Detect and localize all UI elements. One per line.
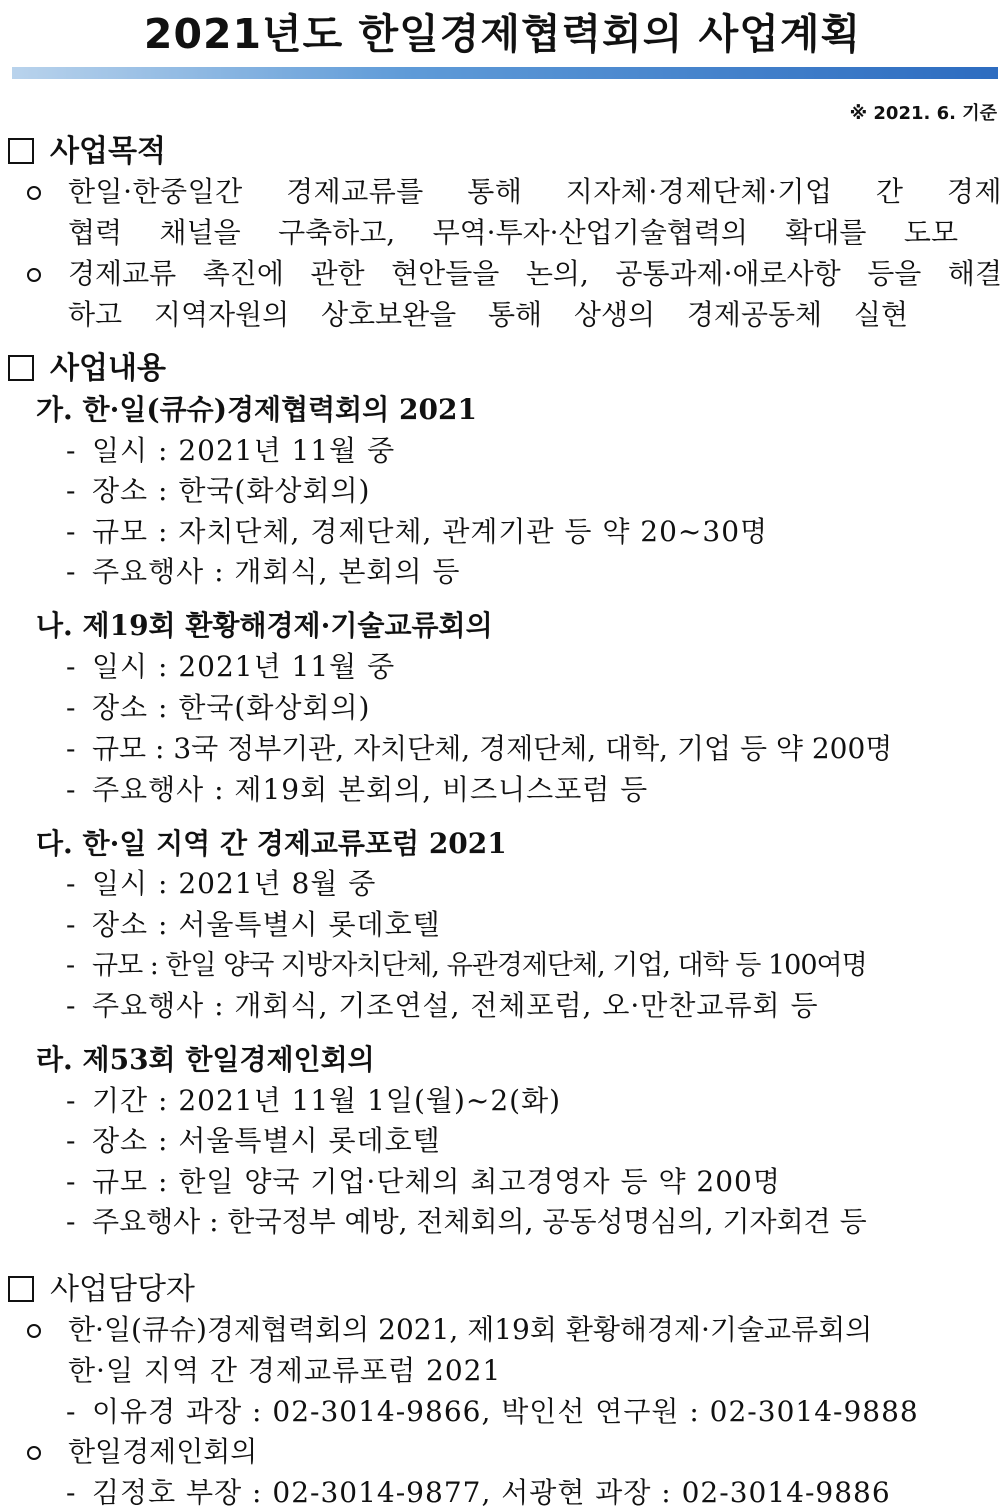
subsection-title: 다. 한·일 지역 간 경제교류포럼 2021 bbox=[36, 827, 507, 860]
list-item: - 주요행사 : 개회식, 본회의 등 bbox=[66, 555, 461, 588]
list-item: - 장소 : 한국(화상회의) bbox=[66, 691, 371, 724]
page-title: 2021년도 한일경제협력회의 사업계획 bbox=[143, 10, 862, 58]
purpose-bullet-1-line-2: 협력 채널을 구축하고, 무역·투자·산업기술협력의 확대를 도모 bbox=[68, 216, 958, 249]
content-heading-text: 사업내용 bbox=[50, 351, 166, 386]
contacts-heading-text: 사업담당자 bbox=[50, 1272, 195, 1307]
list-item: - 주요행사 : 한국정부 예방, 전체회의, 공동성명심의, 기자회견 등 bbox=[66, 1205, 867, 1238]
purpose-heading-text: 사업목적 bbox=[50, 134, 166, 169]
list-item: - 규모 : 한일 양국 기업·단체의 최고경영자 등 약 200명 bbox=[66, 1165, 781, 1198]
purpose-bullet-2-line-2: 하고 지역자원의 상호보완을 통해 상생의 경제공동체 실현 bbox=[68, 298, 908, 331]
bullet-circle-icon bbox=[24, 264, 44, 284]
list-item: - 주요행사 : 제19회 본회의, 비즈니스포럼 등 bbox=[66, 773, 649, 806]
bullet-circle-icon bbox=[24, 182, 44, 202]
title-underline-bar bbox=[12, 67, 998, 79]
list-item: - 규모 : 한일 양국 지방자치단체, 유관경제단체, 기업, 대학 등 100여명 bbox=[66, 950, 867, 981]
bullet-circle-icon bbox=[24, 1442, 44, 1462]
list-item: - 일시 : 2021년 11월 중 bbox=[66, 434, 396, 467]
contact-group-2-line-1: 한일경제인회의 bbox=[68, 1435, 258, 1468]
purpose-bullet-2-line-1: 경제교류 촉진에 관한 현안들을 논의, 공통과제·애로사항 등을 해결 bbox=[68, 257, 1002, 290]
section-heading-content bbox=[8, 349, 166, 389]
contact-person: - 김정호 부장 : 02-3014-9877, 서광현 과장 : 02-3014-9886 bbox=[66, 1476, 891, 1509]
checkbox-square-icon bbox=[8, 1276, 34, 1302]
section-heading-contacts bbox=[8, 1270, 195, 1310]
subsection-title: 라. 제53회 한일경제인회의 bbox=[36, 1043, 375, 1076]
list-item: - 일시 : 2021년 11월 중 bbox=[66, 650, 396, 683]
basis-date: ※ 2021. 6. 기준 bbox=[849, 103, 997, 124]
subsection-title: 나. 제19회 환황해경제·기술교류회의 bbox=[36, 609, 493, 642]
list-item: - 규모 : 3국 정부기관, 자치단체, 경제단체, 대학, 기업 등 약 200명 bbox=[66, 732, 893, 765]
bullet-circle-icon bbox=[24, 1320, 44, 1340]
list-item: - 장소 : 서울특별시 롯데호텔 bbox=[66, 908, 441, 941]
section-heading-purpose bbox=[8, 132, 166, 172]
subsection-title: 가. 한·일(큐슈)경제협력회의 2021 bbox=[36, 393, 477, 426]
contact-group-1-line-2: 한·일 지역 간 경제교류포럼 2021 bbox=[68, 1354, 502, 1387]
contact-group-1-line-1: 한·일(큐슈)경제협력회의 2021, 제19회 환황해경제·기술교류회의 bbox=[68, 1313, 873, 1346]
list-item: - 장소 : 서울특별시 롯데호텔 bbox=[66, 1124, 441, 1157]
list-item: - 규모 : 자치단체, 경제단체, 관계기관 등 약 20~30명 bbox=[66, 515, 769, 548]
list-item: - 일시 : 2021년 8월 중 bbox=[66, 867, 377, 900]
list-item: - 주요행사 : 개회식, 기조연설, 전체포럼, 오·만찬교류회 등 bbox=[66, 989, 819, 1022]
contact-person: - 이유경 과장 : 02-3014-9866, 박인선 연구원 : 02-3014-9888 bbox=[66, 1395, 919, 1428]
purpose-bullet-1-line-1: 한일·한중일간 경제교류를 통해 지자체·경제단체·기업 간 경제 bbox=[68, 175, 1002, 208]
checkbox-square-icon bbox=[8, 355, 34, 381]
list-item: - 장소 : 한국(화상회의) bbox=[66, 474, 371, 507]
list-item: - 기간 : 2021년 11월 1일(월)~2(화) bbox=[66, 1084, 562, 1117]
checkbox-square-icon bbox=[8, 138, 34, 164]
